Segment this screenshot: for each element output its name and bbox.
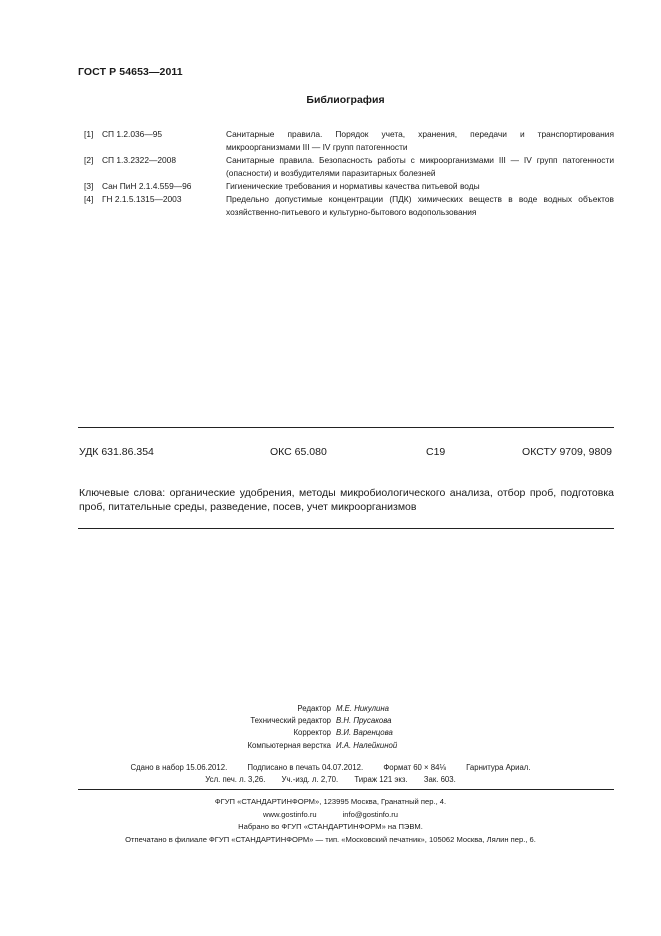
staff-row — [0, 715, 661, 727]
reference-number: [1] — [84, 129, 94, 139]
reference-item — [84, 180, 614, 193]
oks-code: ОКС 65.080 — [270, 446, 327, 458]
reference-code: ГН 2.1.5.1315—2003 — [102, 194, 182, 204]
signed-date: Подписано в печать 04.07.2012. — [247, 763, 364, 772]
group-code: С19 — [426, 446, 446, 458]
divider-publisher — [78, 789, 614, 790]
staff-person: В.Н. Прусакова — [336, 716, 392, 726]
staff-row — [0, 703, 661, 715]
udk-code: УДК 631.86.354 — [79, 446, 154, 458]
publisher-contacts — [263, 809, 398, 822]
reference-code: СП 1.2.036—95 — [102, 129, 163, 139]
okstu-code: ОКСТУ 9709, 9809 — [522, 446, 612, 458]
reference-text: Санитарные правила. Безопасность работы с микроорганизмами III — IV групп патогенности (опасности) и возбудителями паразитарных болезней — [226, 155, 614, 178]
reference-item — [84, 128, 614, 154]
typeface: Гарнитура Ариал. — [466, 763, 531, 772]
reference-text: Гигиенические требования и нормативы качества питьевой воды — [226, 181, 480, 191]
reference-number: [3] — [84, 181, 94, 191]
keywords-paragraph: Ключевые слова: органические удобрения, методы микробиологического анализа, отбор проб, подготовка проб, питательные среды, разведение, посев, учет микроорганизмов — [79, 487, 614, 513]
reference-number: [2] — [84, 155, 94, 165]
typeset-note: Набрано во ФГУП «СТАНДАРТИНФОРМ» на ПЭВМ. — [238, 822, 423, 832]
publisher-website[interactable]: www.gostinfo.ru — [262, 809, 317, 819]
typeset-date: Сдано в набор 15.06.2012. — [130, 763, 228, 772]
divider-top — [78, 427, 614, 428]
publisher-block — [0, 796, 661, 846]
print-info-line-2 — [0, 774, 661, 786]
bibliography-title: Библиография — [306, 94, 385, 106]
staff-person: М.Е. Никулина — [336, 704, 390, 713]
paper-format: Формат 60 × 84⅛ — [383, 763, 446, 772]
print-info-line-1 — [0, 762, 661, 774]
staff-role: Редактор — [297, 704, 331, 713]
staff-person: В.И. Варенцова — [336, 728, 393, 738]
staff-person: И.А. Налейкиной — [336, 740, 398, 750]
reference-item — [84, 193, 614, 219]
publisher-org: ФГУП «СТАНДАРТИНФОРМ», 123995 Москва, Гранатный пер., 4. — [214, 797, 447, 806]
staff-row — [0, 727, 661, 739]
divider-bottom — [78, 528, 614, 529]
staff-role: Компьютерная верстка — [247, 740, 331, 750]
reference-text: Предельно допустимые концентрации (ПДК) химических веществ в воде водных объектов хозяйственно-питьевого и культурно-бытового водопользования — [226, 194, 614, 217]
reference-text: Санитарные правила. Порядок учета, хранения, передачи и транспортирования микроорганизмами III — IV групп патогенности — [226, 129, 614, 152]
print-run: Тираж 121 экз. — [354, 775, 408, 784]
standard-header: ГОСТ Р 54653—2011 — [78, 66, 183, 78]
reference-list — [84, 128, 614, 219]
order-number: Зак. 603. — [423, 775, 456, 784]
publ-sheets: Уч.-изд. л. 2,70. — [281, 775, 339, 784]
staff-role: Технический редактор — [250, 716, 331, 726]
reference-code: Сан ПиН 2.1.4.559—96 — [102, 181, 192, 191]
staff-row — [0, 740, 661, 752]
reference-code: СП 1.3.2322—2008 — [102, 155, 177, 165]
reference-number: [4] — [84, 194, 94, 204]
staff-credits — [0, 703, 661, 752]
print-sheets: Усл. печ. л. 3,26. — [205, 775, 266, 784]
reference-item — [84, 154, 614, 180]
publisher-email[interactable]: info@gostinfo.ru — [342, 809, 399, 819]
printed-note: Отпечатано в филиале ФГУП «СТАНДАРТИНФОРМ» — тип. «Московский печатник», 105062 Москва, Лялин пер., 6. — [125, 834, 536, 844]
staff-role: Корректор — [293, 728, 331, 738]
